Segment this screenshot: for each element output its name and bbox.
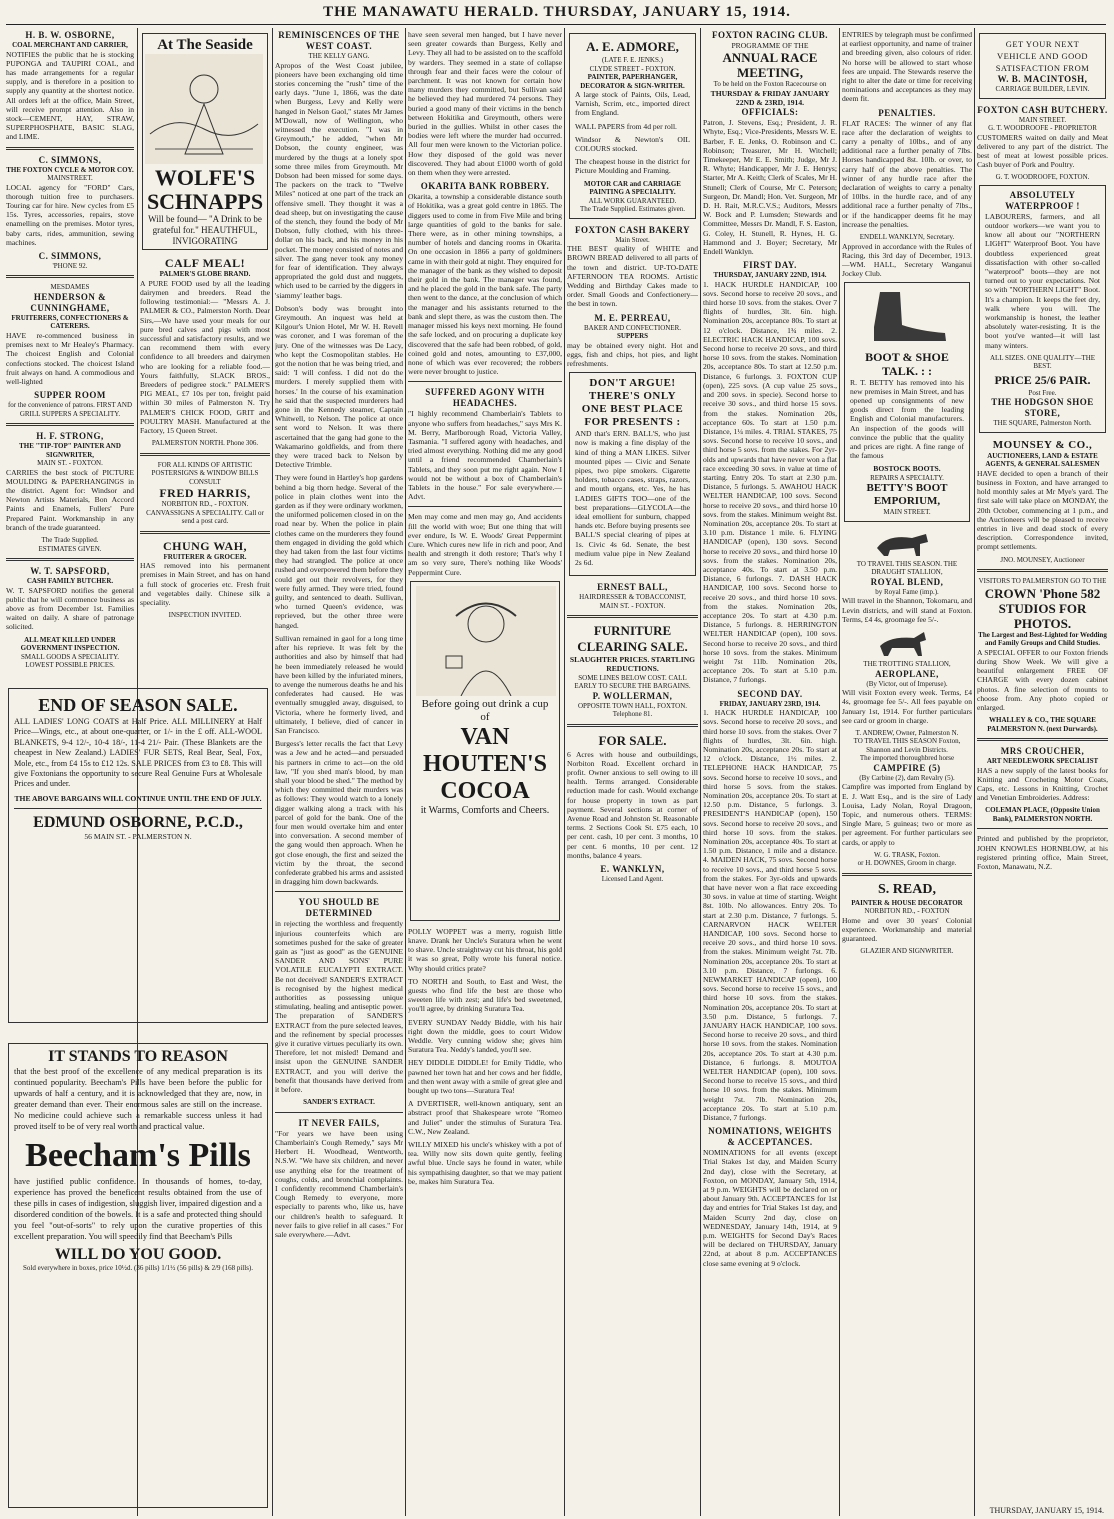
boot-body: R. T. BETTY has removed into his new premises in Main Street, and has opened up consignments of new goods direct from the leading English and Colonial manufacturers. An inspection of the goods will convince the public that the quality and prices are right. A fine range of the famous [850,377,964,461]
wollerman-title: P. WOLLERMAN, [592,690,673,701]
sander-sign: SANDER'S EXTRACT. [303,1098,375,1107]
column-rule [564,28,565,1516]
divider [408,506,562,507]
ball-subtitle: HAIRDRESSER & TOBACCONIST, [579,593,686,602]
simmons-subtitle: THE FOXTON CYCLE & MOTOR COY. [6,165,134,174]
column-4 [408,30,562,1515]
butchery-street: MAIN STREET. [1018,115,1067,124]
season-osborne: EDMUND OSBORNE, P.C.D., [33,814,243,832]
column-1 [6,30,134,680]
waterproof-sizes: ALL SIZES. ONE QUALITY—THE BEST. [989,353,1096,371]
macintosh-body: GET YOUR NEXT VEHICLE AND GOOD SATISFACTION FROM [995,39,1090,73]
column-rule [405,28,406,1516]
beecham-tag: WILL DO YOU GOOD. [54,1246,222,1263]
hc-body: HAVE re-commenced business in premises next to Mr Healey's Pharmacy. The choicest English and Colonial confections stocked. The choicest Island fruit always on hand. A commodious and well-lighted [6,330,134,386]
vh-name: VAN HOUTEN'S COCOA [422,723,548,804]
masthead: THE MANAWATU HERALD. THURSDAY, JANUARY 15, 1914. [323,4,791,20]
penalties-approved: Approved in accordance with the Rules of Racing, this 3rd day of December, 1913.—WM. HALL, Secretary Wanganui Jockey Club. [842,241,972,279]
sander-body: in rejecting the worthless and frequently injurious counterfeits which are sometimes pushed for the sake of greater gain as "just as good" as the GENUINE SANDER AND SONS' PURE VOLATILE EUCALYPTI EXTRACT. Be not deceived! SANDER'S EXTRACT is recognised by the highest medical authorities as possessing unique stimulating, healing and antiseptic power. The preparation of SANDER'S EXTRACT from the pure selected leaves, and the refinement by special processes give it curative virtues peculiarly its own. Therefore, let not misled! Demand and insist upon the GENUINE SANDER EXTRACT, and you will derive the benefit that thousands have derived from it before. [275,919,403,1095]
season-title: END OF SEASON SALE. [38,695,238,715]
ball-title: ERNEST BALL, [597,582,668,593]
macintosh-name: W. B. MACINTOSH, [997,74,1088,84]
admore-address: CLYDE STREET - FOXTON. [589,64,676,73]
column-rule [700,28,701,1516]
boot-brand: BOSTOCK BOOTS. [873,464,941,474]
column-7 [842,30,972,1515]
mounsey-sign: JNO. MOUNSEY, Auctioneer [1000,555,1085,564]
read-end: GLAZIER AND SIGNWRITER. [860,947,954,956]
read-body: Home and over 30 years' Colonial experience. Workmanship and material guaranteed. [842,915,972,944]
divider [14,808,262,809]
admore-motor: MOTOR CAR and CARRIAGE PAINTING A SPECIALITY. [584,179,681,197]
season-osborne-address: 56 MAIN ST. - PALMERSTON N. [84,832,192,842]
beecham-head: IT STANDS TO REASON [48,1048,228,1065]
butchery-sign: G. T. WOODROOFE, FOXTON. [995,173,1090,182]
boot-street: MAIN STREET. [883,508,931,517]
van-houten-ad [410,581,560,921]
vh-intro: Before going out drink a cup of [421,697,549,723]
strong-trade: The Trade Supplied. [41,536,99,545]
held-on: To be held on the Foxton Racecourse on [713,80,827,89]
wolfe-name: WOLFE'S SCHNAPPS [146,165,264,215]
bakery-end: may be obtained every night. Hot and eggs, fish and chips, hot pies, and light refreshments. [567,340,698,368]
day1-head: FIRST DAY. [743,260,797,271]
ball-address: MAIN ST. - FOXTON. [599,601,666,610]
butchery-body: CUSTOMERS waited on daily and Meat delivered to any part of the district. The best of meat at lowest possible prices. Cash buyer of Pork and Poultry. [977,132,1108,170]
divider [275,891,403,892]
divider [6,558,134,561]
chung-title: CHUNG WAH, [162,538,248,553]
campfire-sub: The imported thoroughbred horse [859,754,955,763]
day1-date: THURSDAY, JANUARY 22ND, 1914. [713,271,827,280]
campfire-intro: TO TRAVEL THIS SEASON Foxton, Shannon and Levin Districts. [853,737,961,754]
royal-sub: by Royal Fame (imp.). [875,587,939,596]
trotting-horse-icon [842,628,966,658]
waterproof-ad [979,185,1106,433]
column-3 [275,30,403,1515]
royal-intro: TO TRAVEL THIS SEASON. THE DRAUGHT STALLION, [856,559,958,577]
campfire-name: CAMPFIRE (5) [873,762,941,773]
admore-trade-supplied: The Trade Supplied. Estimates given. [580,205,685,214]
campfire-or: or H. DOWNES, Groom in charge. [857,859,957,868]
boot-shop: BETTY'S BOOT EMPORIUM, [866,482,948,508]
crown-name: CROWN 'Phone 582 STUDIOS FOR PHOTOS. [984,585,1101,631]
draught-horse-icon [842,528,966,558]
calf-address: PALMERSTON NORTH. Phone 306. [151,439,259,448]
furniture-body: SOME LINES BELOW COST. CALL EARLY TO SECURE THE BARGAINS. [574,673,691,691]
wolfe-tag: Will be found— "A Drink to be grateful for." HEAUTHFUL, INVIGORATING [148,214,262,247]
bakery-owner-sub: BAKER AND CONFECTIONER. [583,323,682,332]
butchery-owner: G. T. WOODROOFE - PROPRIETOR [988,124,1097,132]
day2-date: FRIDAY, JANUARY 23RD, 1914. [719,699,821,708]
mounsey-title: MOUNSEY & CO., [992,438,1093,451]
admore-wall: WALL PAPERS from 4d per roll. [575,121,677,131]
beecham-body-2: have justified public confidence. In thousands of homes, to-day, experience has proved the beneficent results obtained from the use of these pills in cases of indigestion, sluggish liver, impaired digestion and a disordered condition of the bowels. It is a safe and protected thing should you feel "out-of-sorts" to rely upon the curative properties of this excellent preparation. You will speedily find that Beecham's Pills [14,1177,262,1241]
divider [977,569,1108,572]
aero-sub: (By Victor, out of Imperuse). [866,679,948,688]
butchery-title: FOXTON CASH BUTCHERY. [977,104,1108,115]
column-8 [977,30,1108,1490]
beecham-ad [6,1040,270,1512]
hc-supper: SUPPER ROOM [34,390,106,401]
divider [6,423,134,426]
nominations: NOMINATIONS for all events (except Trial Stakes 1st day, and Maiden Scurry 2nd day), close with the Secretary, at Foxton, on MONDAY, January 5th, 1914, at 9 p.m. WEIGHTS will be declared on or about January 9th. ACCEPTANCES for 1st day and entries for Trial Stakes 1st day, and Maiden Scurry 2nd day, close on WEDNESDAY, January 14th, 1914, at 9 p.m. WEIGHTS for Second Day's Races will be declared on THURSDAY, January 22nd, at about 8 p.m. ACCEPTANCES close same evening at 9 o'clock. [703,1148,837,1268]
seaside-illustration-icon [145,54,263,164]
beecham-body: that the best proof of the excellence of any medical preparation is its continued popularity. Beecham's Pills have been before the public for upwards of half a century, and it is acknowledged that they are, now, in greater demand than ever. Their enormous sales are still on the increase. No medicine could achieve such a remarkable success unless it had proved itself to be of very real worth and practical value. [14,1067,262,1131]
campfire-body: Campfire was imported from England by E. J. Watt Esq., and is the sire of Lady Louisa, Lady Nolan, Royal Dragoon, Topic, and numerous others. TERMS: Single Mare, 5 guineas; two or more as per agreement. For further particulars see cards, or apply to [842,782,972,847]
argue-title: DON'T ARGUE! THERE'S ONLY ONE BEST PLACE FOR PRESENTS : [581,377,684,429]
seaside-title: At The Seaside [157,37,253,53]
read-address: NORBITON RD., - FOXTON [864,907,950,916]
calf-title: CALF MEAL! [164,256,246,271]
read-title: S. READ, [878,881,936,897]
waterproof-address: THE SQUARE, Palmerston North. [993,419,1092,428]
woman-illustration-icon [416,586,556,696]
simmons-title: C. SIMMONS, [38,154,102,165]
season-items: ALL LADIES' LONG COATS at Half Price. ALL MILLINERY at Half Price—Wings, etc., at about one-quarter, or 1/- in the £ off. ALL-WOOL BLANKETS, 9-4 12/-, 10-4 18/-, 11-4 21/- Pair. (These Blankets are the cheapest in New Zealand.) LADIES' FUR SETS, Real Bear, Seal, Fox, Mole, etc., from £4 15s to £12 12s. SALE PRICES from £3 to £8. This will give Foxtonians the opportunity to secure Real Genuine Furs at Wholesale Prices and under. [14,717,262,789]
divider [567,724,698,727]
divider [977,828,1108,829]
divider [977,738,1108,741]
column-rule [974,28,975,1516]
calf-body: A PURE FOOD used by all the leading dairymen and breeders. Read the following testimonial:— "Messrs A. J. PALMER & CO., Palmerston North. Dear Sirs,—We have used your meals for our pure bred calves and pigs with most successful and satisfactory results, and we can recommend them with every confidence to all breeders and dairymen who are looking for a reliable food.—Yours faithfully, SLACK BROS., Breeders of pedigree stock." PALMER'S PIG MEAL, £7 10s per ton, freight paid within 30 miles of Palmerston N. Try PALMER'S CHICK FOOD, GRIT and POULTRY MASH. Manufactured at the Factory, 15 Queen Street. [140,278,270,435]
mounsey-sub: AUCTIONEERS, LAND & ESTATE AGENTS, & GENERAL SALESMEN [985,451,1100,469]
macintosh-sub: CARRIAGE BUILDER, LEVIN. [995,85,1090,93]
admore-cheap: The cheapest house in the district for Picture Moulding and Framing. [575,157,690,176]
divider [275,1112,403,1113]
strong-address: MAIN ST. - FOXTON. [37,459,103,468]
kelly-continued: have seen several men hanged, but I have never seen greater cowards than Burgess, Kelly and Levy. They all had to be assisted on to the scaffold by warders. They seemed in a state of collapse through fear and their faces were the colour of parchment. It was not known for certain how many murders they committed, but Sullivan said he believed they had murdered 74 persons. They buried a good many of their victims in the bench between Hokitika and Greymouth, others were buried in the gullies. Whilst in other cases the bodies were left where the murder had occurred. All four men were known to the Victorian police. How they disposed of the gold was never discovered. They had about £1000 worth of gold on them when they were arrested. [408,30,562,178]
suffered-head: SUFFERED AGONY WITH HEADACHES. [425,387,545,409]
crown-sub: The Largest and Best-Lighted for Wedding and Family Groups and Child Studies. [978,630,1107,648]
for-sale-title: FOR SALE. [598,732,667,748]
croucher-title: MRS CROUCHER, [1000,746,1085,757]
wollerman-phone: Telephone 81. [612,710,653,719]
furniture-title: FURNITURE CLEARING SALE. [577,623,688,655]
osborne-body: NOTIFIES the public that he is stocking PUPONGA and TAUPIRI COAL, and has made arrangements for a regular supply, and is therefore in a position to supply any quantity at the shortest notice. All orders left at the office, Main Street, will receive prompt attention. Also in stock—CEMENT, HAY, STRAW, SUPERPHOSPHATE, BASIC SLAG, and LIME. [6,49,134,142]
penalties-head: PENALTIES. [878,107,936,118]
bakery-owner: M. E. PERREAU, [594,312,671,323]
racing-club: FOXTON RACING CLUB. [711,30,829,40]
sapsford-subtitle: CASH FAMILY BUTCHER. [26,577,114,586]
annual-meeting: ANNUAL RACE MEETING, [722,50,818,81]
wanklyn-sign: E. WANKLYN, [600,864,665,875]
polly-verse: POLLY WOPPET was a merry, roguish little knave. Drank her Uncle's Suratura when he went to shave. Uncle straightway cut his throat, his gold it was so great, Polly wrote his funeral notice. Why should critics prate? [408,926,562,973]
croucher-body: HAS a new supply of the latest books for Knitting and Crocheting Motor Coats, Caps, etc. Lessons in Knitting, Crochet and Venetian Embroideries. Address: [977,765,1108,803]
bakery-body: THE BEST quality of WHITE and BROWN BREAD delivered to all parts of the town and district. UP-TO-DATE AFTERNOON TEA ROOMS. Artistic Wedding and Birthday Cakes made to order. Small Goods and Confectionery—the best in town. [567,244,698,309]
admore-windsor: Windsor & Newton's OIL COLOURS stocked. [575,134,690,154]
bakery-suppers: SUPPERS [616,332,649,341]
simmons-phone: 'PHONE 92. [52,261,88,270]
read-subtitle: PAINTER & HOUSE DECORATOR [851,898,963,907]
aero-intro: THE TROTTING STALLION, [863,660,951,669]
never-fails-body: "For years we have been using Chamberlain's Cough Remedy," says Mr Herbert H. Woodhead, Wentworth, N.S.W. "We have six children, and never use anything else for the treatment of coughs, colds, and bronchial complaints. I confidently recommend Chamberlain's Cough Remedy to everyone, more especially to parents who, like us, have our children's health to safeguard. It never fails to give relief in all cases." For sale everywhere.—Advt. [275,1128,403,1239]
season-sale [6,685,270,1030]
royal-body: Will travel in the Shannon, Tokomaru, and Levin districts, and will stand at Foxton. Terms, £4 4s, groomage fee 5/-. [842,596,972,624]
simmons-street: MAINSTREET. [47,174,93,183]
reminiscences-title: REMINISCENCES OF THE WEST COAST. [278,30,400,51]
simmons-body: LOCAL agency for "FORD" Cars, thorough tuition free to purchasers. Touring car for hire. New cycles from £5 15s. Tyres, accessories, repairs, stove enamelling on the premises. Motor tyres, baby carts, rides, ammunition, sewing machines. [6,182,134,247]
nominations-head: NOMINATIONS, WEIGHTS & ACCEPTANCES. [708,1126,832,1148]
waterproof-shop: THE HODGSON SHOE STORE, [991,397,1094,419]
boot-title: BOOT & SHOE TALK. : : [865,349,949,378]
never-fails-head: IT NEVER FAILS, [298,1117,380,1128]
sapsford-body: W. T. SAPSFORD notifies the general public that he will commence business as above as from December 1st. Families waited on daily. A share of patronage solicited. [6,585,134,632]
divider [6,147,134,150]
sapsford-meat: ALL MEAT KILLED UNDER GOVERNMENT INSPECTION. [20,635,120,653]
column-6 [703,30,837,1515]
willy-verse: WILLY MIXED his uncle's whiskey with a pot of tea. Willy now sits down quite gently, feeling awful blue. Uncle says he found in water, while his sympathising daughter, so that we may patient be, makes him Suratura Tea. [408,1140,562,1186]
crown-intro: VISITORS TO PALMERSTON GO TO THE [978,577,1107,586]
officials: Patron, J. Stevens, Esq.; President, J. R. Whyte, Esq.; Vice-Presidents, Messrs W. E. Barber, F. E. Jenks, O. Robinson and C. Robinson; Treasurer, Mr H. Witchell; Timekeeper, Mr E. E. Smith; Judge, Mr J. R. Whyte; Handicapper, Mr J. E. Henrys; Starter, Mr A. Keith; Clerk of Scales, Mr H. Stunell; Clerk of Course, Mr C. Peterson; Surgeon, Dr. Mandl; Hon. Vet. Surgeon, Mr D. H. Rait, M.R.C.V.S.; Auditors, Messrs W. Bock and P. Lumsden; Stewards and Committee, Messrs Dr. Mandl, F. S. Easton, G. Coley, H. Stunell, R. Hynes, H. G. Hammond and J. Boyer; Secretary, Mr Endell Wanklyn. [703,118,837,256]
admore-work: ALL WORK GUARANTEED. [588,196,677,205]
croucher-sub: ART NEEDLEWORK SPECIALIST [986,757,1099,766]
for-sale-body: 6 Acres with house and outbuildings, Norbiton Road. Excellent orchard in profit. Owner anxious to sell owing to ill health. Terms arranged. Considerable reduction made for cash. Would exchange for house property in town as part payment. Several sections at corner of Avenue Road and Johnston St. Reasonable terms. 2 Sections Cook St. £75 each, 10 per cent. cash, 10 per cent. 3 months, 10 per cent. 6 months, 10 per cent. 12 months, balance 4 years. [567,749,698,860]
waterproof-body: LABOURERS, farmers, and all outdoor workers—we want you to know all about our "NORTHERN LIGHT" Waterproof Boot. You have doubtless experienced great dissatisfaction with other so-called "waterproof" boots—they are not turned out to your expectations. Not so with "NORTHERN LIGHT" Boot. It's a champion. It keeps the feet dry, walk where you will. The workmanship is honest, the leather absolutely water-resisting. It is the boot you've wanted—it will last many winters. [985,211,1100,350]
divider [6,275,134,278]
masthead-rule [6,24,1106,25]
crown-sign: WHALLEY & CO., THE SQUARE PALMERSTON N. (next Durwards). [987,716,1098,733]
sapsford-title: W. T. SAPSFORD, [30,566,110,577]
column-rule [272,28,273,1516]
advertiser-verse: A DVERTISER, well-known antiquary, sent an abstract proof that Shakespeare wrote "Romeo and Juliet" under the stimulus of Suratura Tea. C.W., New Zealand. [408,1099,562,1136]
harris-address: NORBITON RD., - FOXTON. [161,500,249,509]
chung-body: HAS removed into his permanent premises in Main Street, and has on hand a full stock of groceries etc. Fresh fruit and vegetables daily. Chinese silk a speciality. [140,561,270,607]
waterproof-post: Post Free. [1028,388,1057,397]
wollerman-address: OPPOSITE TOWN HALL, FOXTON. [577,701,688,710]
entries-body: ENTRIES by telegraph must be confirmed at earliest opportunity, and name of trainer and breeding given, also colours of rider. No horse will be allowed to start whose fees are unpaid. The Stewards reserve the right to alter the date or time for receiving nominations and acceptances as they may deem fit. [842,30,972,104]
reminiscences-body-2: Dobson's body was brought into Greymouth. An inquest was held at Kilgour's Union Hotel, Mr W. H. Revell was coroner, and I was foreman of the jury. One of the witnesses was De Lacy, who kept the Cosmopolitan stables. He got the notion that he was being tried, and said: 'I will confess. I did not do the murders. I merely supplied them with horses.' In the course of his examination he said that the suspected murderers had gone in the Kennedy steamer, Captain Whitwell, to Nelson. The police at once sent word to Nelson. It was there ascertained that the gang had gone to the Wakamarino goldfields, and from there they were traced back to Nelson by Detective Trimble. [275,303,403,470]
macintosh-ad [979,33,1106,99]
day1-races: 1. HACK HURDLE HANDICAP, 100 sovs. Second horse to receive 20 sovs., and third horse 10 sovs. from the stakes. Over 7 flights of hurdles, 3lt. 6in. high. Nomination 20s, acceptance 80s. To start at 12 o'clock. Distance, 1¾ miles. 2. ELECTRIC HACK HANDICAP, 100 sovs. Second horse to receive 20 sovs., and third horse 10 sovs. from the stakes. Nomination 20s, acceptance 80s. To start at 12.50 p.m. Distance, 6 furlongs. 3. FOXTON CUP (open), 225 sovs. (A cup value 25 sovs., and 200 sovs. in specie). Second horse to receive 30 sovs., and third horse 15 sovs. from the stakes. Nomination 20s, acceptance 60s. To start at 1.50 p.m. Distance, 1¼ miles. 4. TRIAL STAKES, 75 sovs. Second horse to receive 10 sovs., and third horse 5 sovs. from the stakes. For 2yr-olds and upwards that have never won a flat race exceeding 30 sovs. in value at time of starting. Entry 20s. To start at 2.30 p.m. Distance, 5 furlongs. 5. AWAHOU HACK WELTER HANDICAP, 100 sovs. Second horse to receive 20 sovs., and third horse 10 sovs. from the stakes. Minimum weight 8st. Nomination 20s, acceptance 20s. To start at 3.10 p.m. Distance 1 mile. 6. FLYING HANDICAP (open), 130 sovs. Second horse to receive 20 sovs., and third horse 10 sovs. from the stakes. Nomination 20s, acceptance 40s. To start at 3.50 p.m. Distance, 6 furlongs. 7. DASH HACK HANDICAP, 100 sovs. Second horse to receive 20 sovs., and third horse 10 sovs. from the stakes. Nomination 20s, acceptance 20s. To start at 4.30 p.m. Distance, 5 furlongs. 8. HERRINGTON WELTER HANDICAP (open), 100 sovs. Second horse to receive 20 sovs., and third horse 10 sovs. from the stakes. Minimum weight 7st 11lb. Nomination 20s, acceptance 20s. To start at 5.10 p.m. Distance, 7 furlongs. [703,279,837,685]
column-5 [567,30,698,1515]
reminiscences-body-4: Sullivan remained in gaol for a long time after his reprieve. It was felt by the authorities and also by himself that had he been immediately released he would have been killed by the infuriated miners, to avenge the numerous deaths he and his confederates had caused. He was eventually smuggled away, disguised, to Victoria, where he formerly lived, and ultimately, I believe, died of cancer in San Francisco. [275,633,403,735]
boot-illustration-icon [850,287,966,347]
divider [140,453,270,456]
admore-ad [569,33,696,219]
north-verse: TO NORTH and South, to East and West, the guests who find life the best are those who sweeten life with zest; and life's bed sweetened, you'll agree, by drinking Suratura Tea. [408,976,562,1014]
harris-subtitle: CANVASSIGNS A SPECIALITY. Call or send a post card. [146,508,264,526]
beecham-name: Beecham's Pills [25,1137,251,1174]
boot-repairs: REPAIRS A SPECIALTY. [870,473,944,482]
suffered-body: "I highly recommend Chamberlain's Tablets to anyone who suffers from headaches," says Mrs K. M. Berry, Marlborough Road, Victoria Valley, Tasmania. "I suffered agony with headaches, and tried almost everything. Nothing did me any good until a friend recommended Chamberlain's Tablets, and they soon put me right again. Now I would not be without a box of Chamberlain's Tablets in the house." For sale everywhere.—Advt. [408,409,562,502]
wanklyn-sub: Licensed Land Agent. [601,875,664,884]
reminiscences-body-1: Apropos of the West Coast jubilee, pioneers have been exchanging old time stories concerning the "rush" time of the early days. "June 1, 1866, was the date when Burgess, Levy and Kelly were hanged in Nelson Gaol," states Mr James M'Dowall, now of Wellington, who witnessed the execution. "I was in Greymouth," he added, "when Mr Dobson, the county engineer, was murdered by the thugs at a lonely spot some three miles from Greymouth. Mr Dobson had been missed for some days. The packers on the track to "Twelve Miles" noticed at one part of the track an offensive smell. They thought it was a dead sheep, but on investigating the cause of the stench, they found the body of Mr Dobson, fully clothed, with his three-dollar on his back, and his money in his pocket. The money consisted of notes and silver. The gang never took any money for fear of identification. They always appropriated the gold dust and nuggets, which used to be carried by the diggers in 'siammy' leather bags. [275,60,403,300]
mounsey-body: HAVE decided to open a branch of their business in Foxton, and have arranged to hold monthly sales at Mr Mye's yard. The first sale will take place on MONDAY, the 20th October, commencing at 1 p.m., and the Auctioneers will be pleased to receive entries in live and dead stock of every description. Correspondence invited, prompt settlements. [977,468,1108,552]
admore-late: (LATE F. E. JENKS.) [602,56,663,64]
hc-trade: FRUITERERS, CONFECTIONERS & CATERERS. [11,313,129,331]
strong-subtitle: THE "TIP-TOP" PAINTER AND SIGNWRITER, [19,442,121,459]
strong-estimates: ESTIMATES GIVEN. [38,544,102,553]
boot-ad [844,282,970,521]
hc-end: for the convenience of patrons. FIRST AND GRILL SUPPERS A SPECIALITY. [7,401,133,418]
aero-name: AEROPLANE, [875,668,939,679]
chung-end: INSPECTION INVITED. [168,611,242,620]
officials-head: OFFICIALS: [741,107,799,118]
simmons-sign: C. SIMMONS, [38,250,102,261]
admore-trade: PAINTER, PAPERHANGER, DECORATOR & SIGN-WRITER. [580,73,685,90]
footer-date: THURSDAY, JANUARY 15, 1914. [989,1506,1104,1515]
campfire-sign: W. G. TRASK, Foxton. [874,850,940,859]
season-sale-box [8,688,268,1023]
divider [140,531,270,534]
day2-races: 1. HACK HURDLE HANDICAP, 100 sovs. Second horse to receive 20 sovs., and third horse 10 sovs. from the stakes. Over 7 flights of hurdles, 3lt. 6in. high. Nomination 20s, acceptance 20s. To start at 12 o'clock. Distance, 1½ miles. 2. TELEPHONE HACK HANDICAP, 75 sovs. Second horse to receive 10 sovs., and third horse 5 sovs. from the stakes. Nomination 20s, acceptance 20s. To start at 12.50 p.m. Distance, 5 furlongs. 3. PRESIDENT'S HANDICAP (open), 150 sovs. Second horse to receive 20 sovs., and third horse 10 sovs. from the stakes. Nomination 20s, acceptance 40s. To start at 1.50 p.m. Distance, 1 mile and a distance. 4. MAIDEN HACK, 75 sovs. Second horse to receive 10 sovs., and third horse 5 sovs. from the stakes. For 3yr-olds and upwards that have never won a flat race exceeding 30 sovs. in value at time of starting. Weight 8st. 10lb. No allowances. Entry 20s. To start at 2.30 p.m. Distance, 7 furlongs. 5. CARNARVON HACK WELTER HANDICAP, 100 sovs. Second horse to receive 20 sovs., and third horse 10 sovs. from the stakes. Minimum weight 7st. 7lb. Nomination 20s, acceptance 20s. To start at 3.10 p.m. Distance, 7 furlongs. 6. NEWMARKET HANDICAP (open), 100 sovs. Second horse to receive 15 sovs., and third horse 10 sovs. from the stakes. Nomination 20s, acceptance 20s. To start at 3.50 p.m. Distance, 5 furlongs. 7. JANUARY HACK HANDICAP, 100 sovs. Second horse to receive 20 sovs., and third horse 10 sovs. from the stakes. Nomination 20s, acceptance 20s. To start at 4.30 p.m. Distance, 6 furlongs. 8. MOUTOA WELTER HANDICAP (open), 100 sovs. Second horse to receive 15 sovs., and third horse 10 sovs. from the stakes. Minimum weight 7st. 7lb. Nomination 20s, acceptance 20s. To start at 5.10 p.m. Distance, 7 furlongs. [703,708,837,1123]
argue-ad [569,372,696,576]
race-dates: THURSDAY & FRIDAY JANUARY 22ND & 23RD, 1914. [710,88,830,107]
divider [567,615,698,618]
crown-body: A SPECIAL OFFER to our Foxton friends during Show Week. We will give a beautiful enlargement FREE OF CHARGE with every dozen cabinet photos. A fine selection of mounts to choose from. Any photo copied or enlarged. [977,647,1108,712]
campfire-by: (By Carbine (2), dam Revalry (5). [859,773,955,782]
argue-body: AND that's ERN. BALL'S, who just now is making a fine display of the kind of thing a MAN LIKES. Silver mounted pipes — Civic and Senate pipes, two pipe smokers. Cigarette holders, tobacco cases, straps, razors, and mouth organs, etc. Yes, he has LADIES GIFTS TOO—one of the best preparations—GLYCOLA—the ideal emollient for sunburn, chapped hands etc. Before buying presents see BALL'S special clearing of pipes at 1s. Civic 4s 6d. Senate, the best medium value pipe in New Zealand 2s 6d. [575,429,690,567]
admore-body: A large stock of Paints, Oils, Lead, Varnish, Scrim, etc., imported direct from England. [575,90,690,118]
beecham-sold: Sold everywhere in boxes, price 10½d. (36 pills) 1/1½ (56 pills) & 2/9 (168 pills). [23,1264,253,1272]
osborne-title: H. B. W. OSBORNE, [25,30,115,40]
royal-name: ROYAL BLEND, [870,576,944,587]
woods-verse: Men may come and men may go, And accidents fill the world with woe; But one thing that will ever endure, Is W. E. Woods' Great Peppermint Cure. Which cures new life in rich and poor, And health and strength it doth restore; That's why I am so very sure, There's nothing like Woods' Peppermint Cure. [408,512,562,577]
waterproof-price: PRICE 25/6 PAIR. [994,372,1091,387]
bakery-title: FOXTON CASH BAKERY [574,224,691,235]
penalties-body: FLAT RACES: The winner of any flat race after the declaration of weights to carry a penalty of 10lbs., and of any additional race a further penalty of 7lbs. Horses handicapped 8st. 10lb. or over, to carry half of the above penalties. The winner of any hurdle race after the declaration of weights to carry a penalty of 10lbs. in the hurdle race, and of any additional race a further penalty of 7lbs., or if the handicapper deems fit he may increase the penalties. [842,118,972,229]
penalties-sign: ENDELL WANKLYN, Secretary. [859,233,955,242]
sapsford-goods: SMALL GOODS A SPECIALITY. LOWEST POSSIBLE PRICES. [20,652,119,670]
hc-title: HENDERSON & CUNNINGHAME, [30,291,110,313]
admore-title: A. E. ADMORE, [586,39,679,54]
sunday-verse: EVERY SUNDAY Neddy Biddle, with his hair right down the middle, goes to court Widow Weddle. Very cunning widow she; gives him Suratura Tea. Neddy's landed, you'll see. [408,1017,562,1055]
chung-subtitle: FRUITERER & GROCER. [163,552,247,561]
determined-head: YOU SHOULD BE DETERMINED [298,897,380,919]
season-bargains: THE ABOVE BARGAINS WILL CONTINUE UNTIL THE END OF JULY. [14,793,262,803]
imprint: Printed and published by the proprietor, JOHN KNOWLES HORNBLOW, at his registered printing office, Main Street, Foxton, Manawatu, N.Z. [977,834,1108,872]
beecham-box [8,1043,268,1508]
reminiscences-body-3: They were found in Hartley's hop gardens behind a big thorn hedge. Several of the police in plain clothes went into the garden as if they were ordinary workmen, the uniformed policemen closed in on the road near by. When the police in plain clothes came on the murderers they found them engaged in dividing the gold which they had taken from the last four victims they had strangled. The police at once rushed and overpowered them before they could get out their revolvers, for they were fully armed. They were tried, found guilty, and sentenced to death. Sullivan, who turned Queen's evidence, was reprieved, but the other three were hanged. [275,473,403,630]
harris-intro: FOR ALL KINDS OF ARTISTIC POSTERSIGNS & WINDOW BILLS CONSULT [151,460,259,486]
day2-head: SECOND DAY. [737,688,803,699]
aero-body: Will visit Foxton every week. Terms, £4 4s, groomage fee 5/-. All fees payable on January 1st, 1914. For further particulars see card or groom in charge. [842,688,972,725]
divider [842,873,972,876]
strong-title: H. F. STRONG, [36,431,104,442]
okarita-head: OKARITA BANK ROBBERY. [420,181,550,192]
wolfe-ad [142,33,268,250]
okarita-body: Okarita, a township a considerable distance south of Hokitika, was a great gold centre in 1865. The diggers used to come in from Five Mile and bring large quantities of gold to the banks for sale. There were, as in other mining townships, a number of hotels and dancing rooms in Okarita. On one occasion in 1866 a party of goldminers came in with their gold at night. They enquired for the manager of the bank as they wished to deposit their gold in the bank. The manager was found, and he placed the gold in the bank safe. The party then went to the dance, at the conclusion of which the manager and his assistants returned to the bank and slept there, as was the custom then. The manager missed his keys next morning. He found the safe locked, and on procuring a duplicate key discovered that the safe had been robbed, of gold, coined gold and notes, amounting to £37,000, none of which was ever recovered; the robbers were never brought to justice. [408,192,562,377]
reminiscences-body-5: Burgess's letter recalls the fact that Levy was a Jew and he acted—and persuaded his partners in crime to act—on the old law, "If you shed man's blood, by man shall your blood be shed." The method by which they committed their murders was as follows: They would watch to a lonely digger walking along a track with his parcel of gold for the bank. One of the four men would overtake him and enter into conversation. A second member of the gang would then approach. When he got close enough, the first and seized the victim by the throat, the second confederate grabbed his arms and assisted in dragging him down backwards. [275,739,403,887]
column-rule [839,28,840,1516]
reminiscences-subtitle: THE KELLY GANG. [308,52,370,60]
column-2 [140,30,270,680]
diddle-verse: HEY DIDDLE DIDDLE! for Emily Tiddle, who pawned her town hat and her cows and her fiddle, and then went away with a smile of great glee and bought up two tons—Suratura Tea! [408,1058,562,1096]
waterproof-title: ABSOLUTELY WATERPROOF ! [1005,189,1080,211]
divider [408,381,562,382]
croucher-address: COLEMAN PLACE, (Opposite Union Bank), PALMERSTON NORTH. [985,806,1100,823]
furniture-subtitle: SLAUGHTER PRICES. STARTLING REDUCTIONS. [569,655,696,674]
harris-title: FRED HARRIS, [159,486,251,501]
strong-body: CARRIES the best stock of PICTURE MOULDING & PAPERHANGINGS in the district. Agent for: Windsor and Newton Artists Materials, Bon Accord Paints and Enamels, Fullers' Pure Prepared Paint. Workmanship in any branch of the trade guaranteed. [6,467,134,532]
vh-tag: it Warms, Comforts and Cheers. [420,804,550,816]
bakery-address: Main Street. [615,235,650,244]
programme: PROGRAMME OF THE [731,41,809,50]
calf-subtitle: PALMER'S GLOBE BRAND. [159,270,251,279]
osborne-subtitle: COAL MERCHANT AND CARRIER, [12,41,128,49]
hc-mesdames: MESDAMES [50,283,90,292]
aero-sign: T. ANDREW, Owner, Palmerston N. [855,728,959,737]
